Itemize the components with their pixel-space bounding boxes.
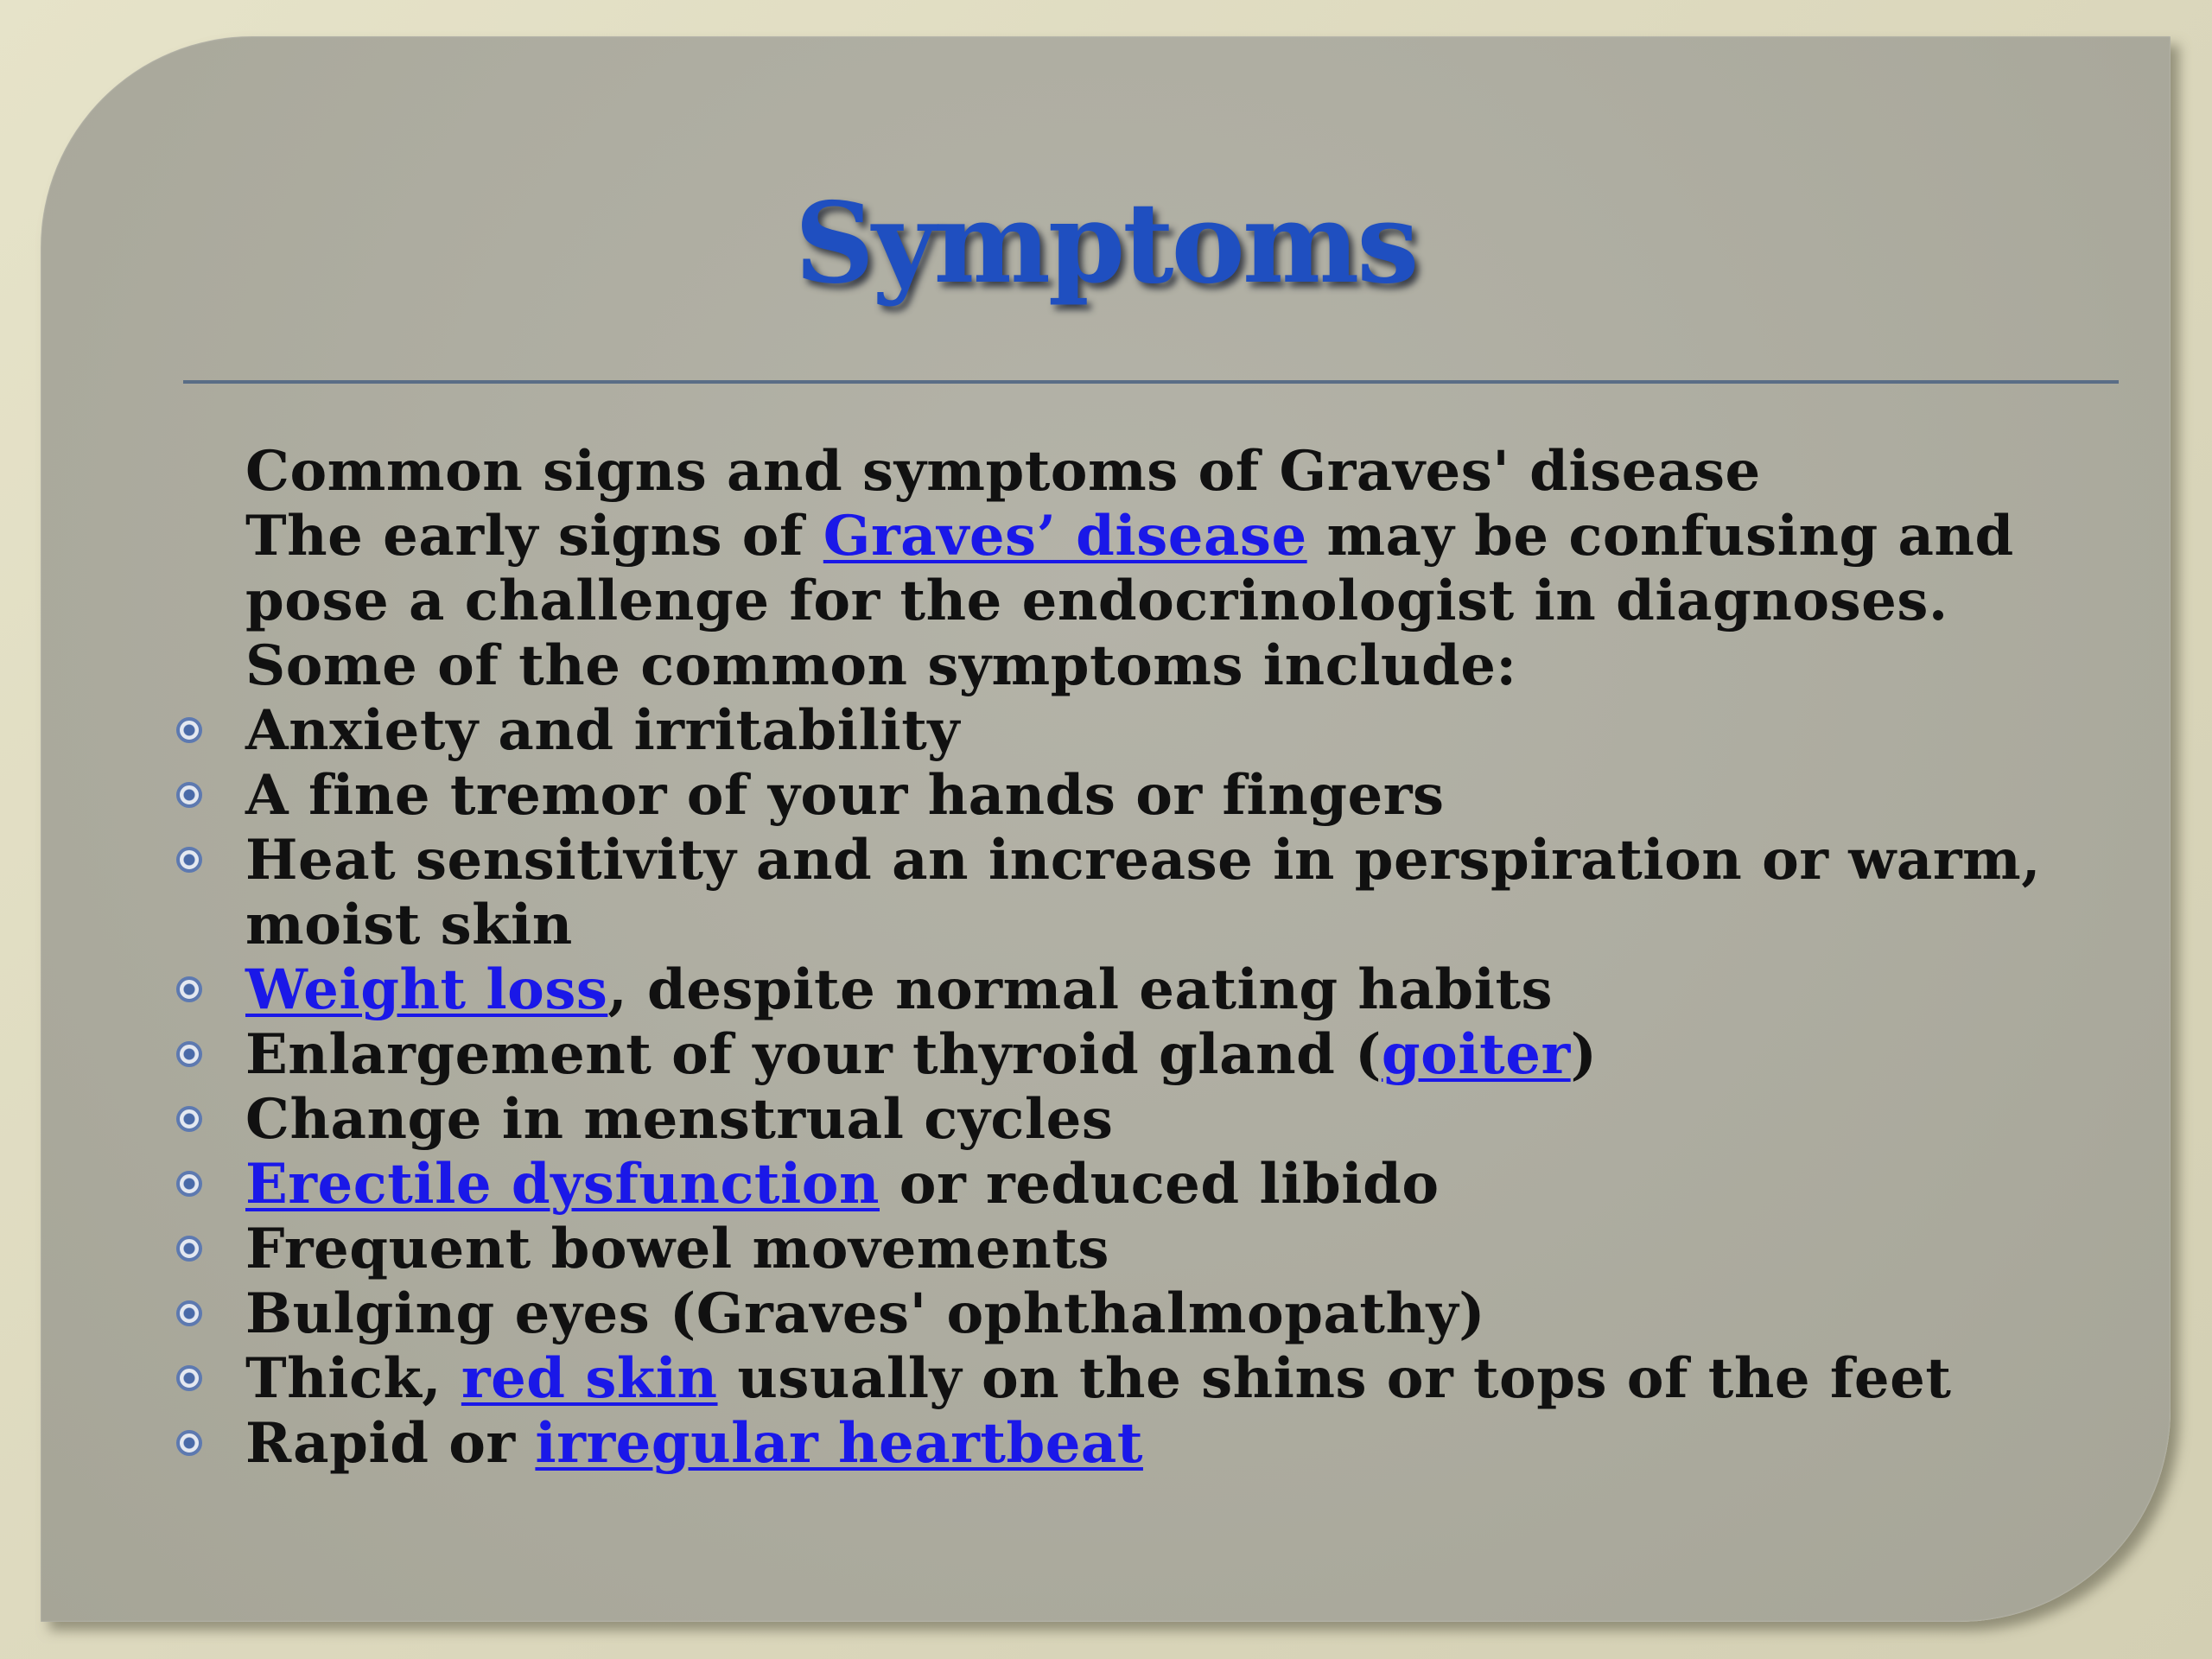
symptom-item xyxy=(245,1346,2172,1411)
symptom-item xyxy=(245,763,2172,828)
symptom-item xyxy=(245,1022,2172,1087)
symptom-item xyxy=(245,1281,2172,1346)
circled-dot-bullet-icon xyxy=(176,1365,202,1391)
weight-loss-link[interactable]: Weight loss xyxy=(245,957,608,1022)
slide-panel xyxy=(41,36,2171,1622)
intro-line-3: Some of the common symptoms include: xyxy=(245,633,1517,698)
symptom-item xyxy=(245,1152,2172,1217)
intro-line-2-text-pre: The early signs of xyxy=(245,504,823,569)
intro-line-2 xyxy=(245,504,2172,633)
symptom-item xyxy=(245,957,2172,1022)
symptom-item xyxy=(245,1217,2172,1281)
symptom-text: A fine tremor of your hands or fingers xyxy=(245,763,1445,828)
circled-dot-bullet-icon xyxy=(176,1300,202,1326)
symptom-text: Frequent bowel movements xyxy=(245,1217,1109,1281)
graves-disease-link[interactable]: Graves’ disease xyxy=(823,504,1307,569)
circled-dot-bullet-icon xyxy=(176,717,202,743)
symptom-text: ) xyxy=(1570,1022,1598,1087)
circled-dot-bullet-icon xyxy=(176,1236,202,1262)
irregular-heartbeat-link[interactable]: irregular heartbeat xyxy=(535,1411,1143,1476)
symptom-text: Enlargement of your thyroid gland ( xyxy=(245,1022,1382,1087)
symptom-item xyxy=(245,828,2172,957)
symptom-text: usually on the shins or tops of the feet xyxy=(717,1346,1952,1411)
symptom-item xyxy=(245,1087,2172,1152)
symptom-text: Thick, xyxy=(245,1346,461,1411)
symptom-text: , despite normal eating habits xyxy=(607,957,1554,1022)
intro-line-1: Common signs and symptoms of Graves' disease xyxy=(245,439,1761,504)
circled-dot-bullet-icon xyxy=(176,1106,202,1132)
intro-line-2-text-post: may be confusing and pose a challenge for the endocrinologist in diagnoses. xyxy=(245,504,2014,633)
circled-dot-bullet-icon xyxy=(176,1041,202,1067)
symptom-list xyxy=(245,698,2172,1476)
symptom-text: Rapid or xyxy=(245,1411,536,1476)
slide-title: Symptoms xyxy=(794,179,1417,308)
symptom-text: Heat sensitivity and an increase in perspiration or warm, moist skin xyxy=(245,828,2042,957)
circled-dot-bullet-icon xyxy=(176,976,202,1002)
goiter-link[interactable]: goiter xyxy=(1381,1022,1571,1087)
symptom-item xyxy=(245,698,2172,763)
circled-dot-bullet-icon xyxy=(176,847,202,873)
symptom-text: or reduced libido xyxy=(880,1152,1440,1217)
red-skin-link[interactable]: red skin xyxy=(461,1346,718,1411)
title-divider xyxy=(183,380,2119,384)
slide-content xyxy=(245,439,2172,1476)
symptom-text: Bulging eyes (Graves' ophthalmopathy) xyxy=(245,1281,1485,1346)
symptom-item xyxy=(245,1411,2172,1476)
symptom-text: Change in menstrual cycles xyxy=(245,1087,1114,1152)
symptom-text: Anxiety and irritability xyxy=(245,698,960,763)
circled-dot-bullet-icon xyxy=(176,782,202,808)
circled-dot-bullet-icon xyxy=(176,1171,202,1197)
circled-dot-bullet-icon xyxy=(176,1430,202,1456)
erectile-dysfunction-link[interactable]: Erectile dysfunction xyxy=(245,1152,880,1217)
